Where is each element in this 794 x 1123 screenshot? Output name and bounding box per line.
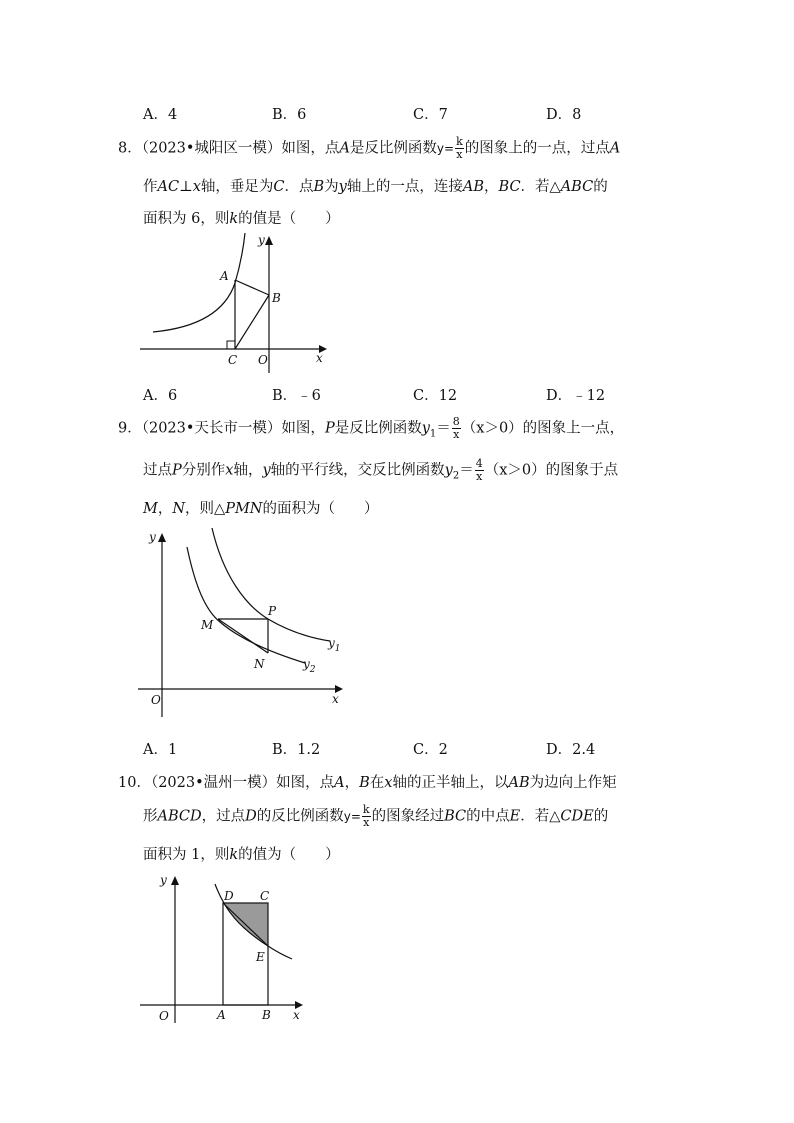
q8-option-b: B．﹣6 [272, 388, 321, 404]
q9-8-over-x: $\frac{8}{x}$ [452, 415, 460, 441]
q7-option-c: C．7 [413, 107, 448, 123]
q8-label-a: A [220, 269, 229, 283]
q9-option-b: B．1.2 [272, 742, 321, 758]
q9-label-o: O [151, 693, 161, 707]
q9-label-y: y [149, 530, 156, 544]
q9-4-over-x: $\frac{4}{x}$ [475, 457, 483, 483]
q10-k-over-x: $\frac{k}{x}$ [362, 803, 370, 829]
q8-option-d: D．﹣12 [546, 388, 606, 404]
q10-label-o: O [159, 1009, 169, 1023]
q10-label-b: B [262, 1008, 271, 1022]
q9-label-y1: $y_1$ [328, 636, 341, 654]
q10-line3: 面积为 1，则k的值为（ ） [143, 847, 340, 863]
q8-label-b: B [272, 291, 281, 305]
q9-curve-y1 [212, 528, 330, 641]
q8-figure [135, 228, 335, 376]
q7-option-a: A．4 [143, 107, 178, 123]
q9-y-arrow [158, 533, 166, 542]
q9-line3: M，N，则△PMN的面积为（ ） [143, 501, 379, 517]
q9-line1: 9．（2023•天长市一模）如图，P是反比例函数$y_1=$ $\frac{8}{x}$ （x＞0）的图象上一点， [118, 415, 625, 441]
q10-label-c: C [260, 889, 270, 903]
q7-option-d: D．8 [546, 107, 582, 123]
q9-option-d: D．2.4 [546, 742, 596, 758]
q10-line1: 10．（2023•温州一模）如图，点A，B在x轴的正半轴上，以AB为边向上作矩 [118, 775, 617, 791]
q9-segment-mn [218, 619, 268, 653]
q9-figure [135, 525, 350, 720]
q9-label-p: P [268, 604, 277, 618]
q7-option-b: B．6 [272, 107, 307, 123]
q8-line1: 8．（2023•城阳区一模）如图，点A是反比例函数y= $\frac{k}{x}$ 的图象上的一点，过点A [118, 135, 621, 161]
q8-line3: 面积为 6，则k的值是（ ） [143, 211, 340, 227]
q8-right-angle-mark [227, 341, 235, 349]
q8-line2: 作AC⊥x轴，垂足为C．点B为y轴上的一点，连接AB，BC．若△ABC的 [143, 179, 608, 195]
q9-line2: 过点P分别作x轴，y轴的平行线，交反比例函数$y_2=$ $\frac{4}{x}$ （x＞0）的图象于点 [143, 457, 619, 483]
q9-label-m: M [201, 618, 214, 632]
q10-y-arrow [171, 876, 179, 885]
q10-label-d: D [224, 889, 234, 903]
q8-label-x: x [316, 351, 323, 365]
q9-label-x: x [332, 692, 339, 706]
q10-line2: 形ABCD，过点D的反比例函数y= $\frac{k}{x}$ 的图象经过BC的中点E．若△CDE的 [143, 803, 609, 829]
q10-label-e: E [256, 950, 265, 964]
q8-segment-ab [235, 280, 269, 295]
q9-option-a: A．1 [143, 742, 178, 758]
q8-option-a: A．6 [143, 388, 178, 404]
q9-option-c: C．2 [413, 742, 448, 758]
q9-label-y2: $y_2$ [303, 657, 316, 675]
q8-label-y: y [258, 233, 265, 247]
q10-label-x: x [293, 1008, 300, 1022]
q8-hyperbola [153, 233, 245, 332]
q8-k-over-x: $\frac{k}{x}$ [456, 135, 463, 161]
q10-label-a: A [217, 1008, 226, 1022]
q8-option-c: C．12 [413, 388, 458, 404]
q8-segment-bc [235, 295, 269, 349]
q9-curve-y2 [187, 547, 305, 663]
q10-figure [135, 866, 315, 1026]
q10-label-y: y [160, 873, 167, 887]
q8-label-o: O [258, 353, 268, 367]
q9-label-n: N [254, 657, 265, 671]
q8-y-arrow [265, 236, 273, 245]
q8-label-c: C [228, 353, 238, 367]
